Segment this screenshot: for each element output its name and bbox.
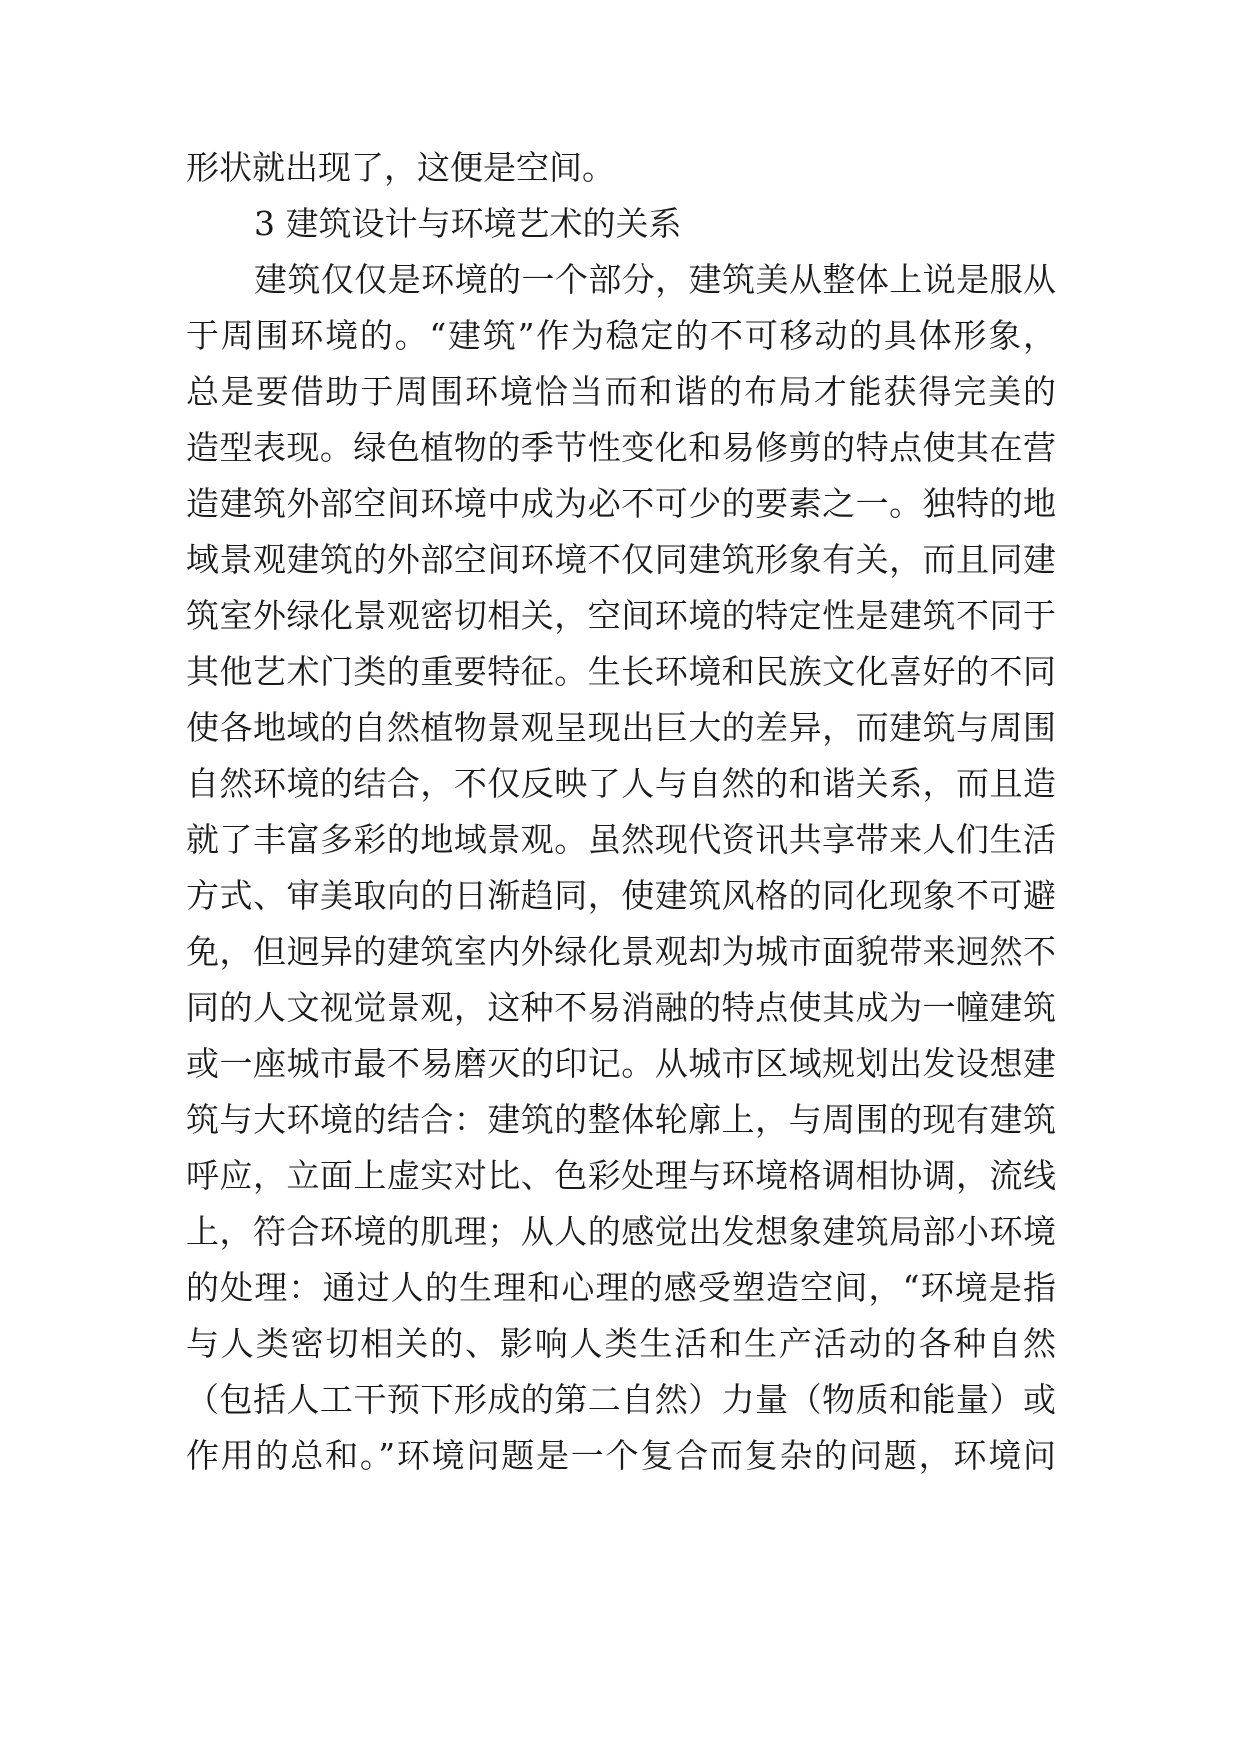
text-line: 或一座城市最不易磨灭的印记。从城市区域规划出发设想建 [186, 1044, 1056, 1083]
text-line: 呼应，立面上虚实对比、色彩处理与环境格调相协调，流线 [186, 1156, 1056, 1195]
text-line: 总是要借助于周围环境恰当而和谐的布局才能获得完美的 [186, 372, 1056, 411]
text-line: 形状就出现了，这便是空间。 [186, 148, 615, 187]
text-line: 上，符合环境的肌理；从人的感觉出发想象建筑局部小环境 [186, 1212, 1056, 1251]
text-line: （包括人工干预下形成的第二自然）力量（物质和能量）或 [186, 1380, 1056, 1419]
text-line: 造建筑外部空间环境中成为必不可少的要素之一。独特的地 [186, 484, 1056, 523]
text-line: 域景观建筑的外部空间环境不仅同建筑形象有关，而且同建 [186, 540, 1056, 579]
text-line: 筑室外绿化景观密切相关，空间环境的特定性是建筑不同于 [186, 596, 1056, 635]
text-line: 使各地域的自然植物景观呈现出巨大的差异，而建筑与周围 [186, 708, 1056, 747]
text-line: 其他艺术门类的重要特征。生长环境和民族文化喜好的不同 [186, 652, 1056, 691]
section-heading: 3 建筑设计与环境艺术的关系 [254, 204, 682, 243]
text-line: 与人类密切相关的、影响人类生活和生产活动的各种自然 [186, 1324, 1056, 1363]
text-line: 自然环境的结合，不仅反映了人与自然的和谐关系，而且造 [186, 764, 1056, 803]
text-line: 作用的总和。”环境问题是一个复合而复杂的问题，环境问 [186, 1436, 1056, 1475]
text-line: 于周围环境的。“建筑”作为稳定的不可移动的具体形象， [186, 316, 1056, 355]
text-line: 筑与大环境的结合：建筑的整体轮廓上，与周围的现有建筑 [186, 1100, 1056, 1139]
text-line: 同的人文视觉景观，这种不易消融的特点使其成为一幢建筑 [186, 988, 1056, 1027]
text-line: 方式、审美取向的日渐趋同，使建筑风格的同化现象不可避 [186, 876, 1056, 915]
text-line: 造型表现。绿色植物的季节性变化和易修剪的特点使其在营 [186, 428, 1056, 467]
text-line: 的处理：通过人的生理和心理的感受塑造空间，“环境是指 [186, 1268, 1056, 1307]
text-line: 免，但迥异的建筑室内外绿化景观却为城市面貌带来迥然不 [186, 932, 1056, 971]
text-line: 就了丰富多彩的地域景观。虽然现代资讯共享带来人们生活 [186, 820, 1056, 859]
text-line: 建筑仅仅是环境的一个部分，建筑美从整体上说是服从 [254, 260, 1056, 299]
